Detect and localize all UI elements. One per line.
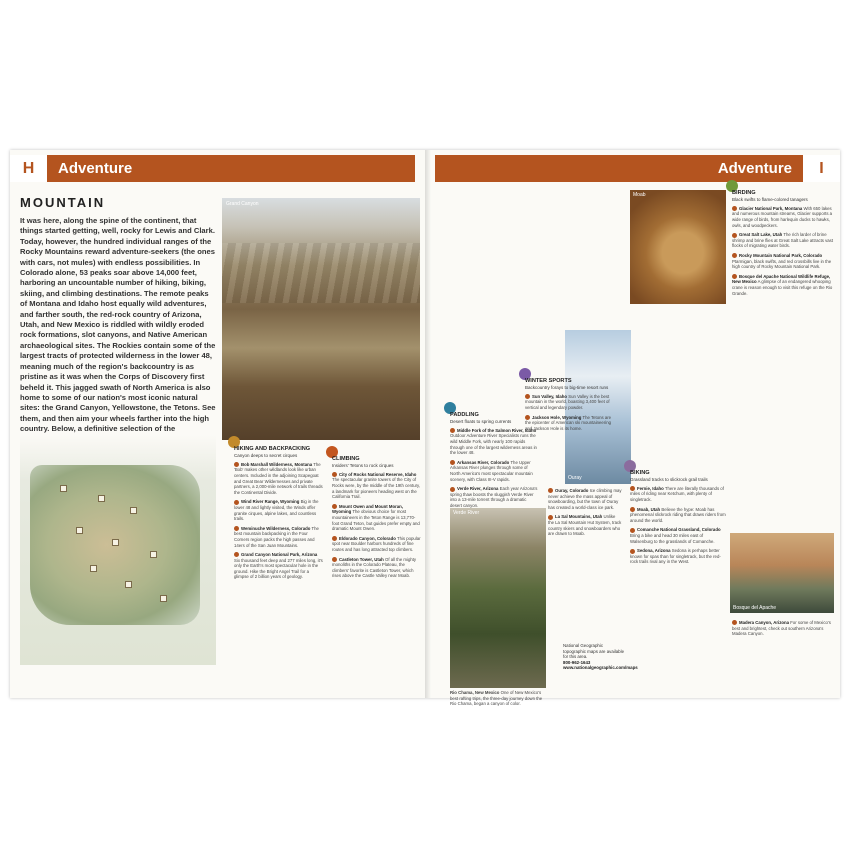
photo-caption: Moab [633,192,646,198]
list-item: Verde River, Arizona Each year Arizona's spring thaw boosts the sluggish Verde River into a 13-mile torrent through a dramatic desert canyon. [450,486,538,508]
map-marker [98,495,105,502]
paddling-subtitle: Desert floats to spring currents [450,419,512,424]
climbing-subtitle: Insiders' Tetons to rock cirques [332,463,394,468]
map-marker [125,581,132,588]
list-item: Sun Valley, Idaho Sun Valley is the best mountain in the world, boasting 3,400 feet of vertical and legendary powder. [525,393,610,410]
list-item: Ouray, Colorado Ice climbing may never achieve the mass appeal of snowboarding, but the town of Ouray has created a world-class ice park. [548,488,622,510]
region-map [20,435,216,665]
list-item: Mount Owen and Mount Moran, Wyoming The obvious choice for most mountaineers in the Teton Range is 13,770-foot Grand Teton, but guides prefer empty and dramatic Mount Owen. [332,503,420,532]
biking-title: BIKING [630,470,650,476]
list-item: City of Rocks National Reserve, Idaho The spectacular granite towers of the City of Rocks were, by the middle of the 19th century, a landmark for pioneers heading west on the California Trail. [332,471,421,500]
list-item: Grand Canyon National Park, Arizona Six thousand feet deep and 277 miles long, it's only the Earth's most spectacular hole in the ground. Hike the Bright Angel Trail for a glimpse of 2 billion years of geology. [234,552,323,580]
photo-caption: Bosque del Apache [733,605,777,611]
list-item: Glacier National Park, Montana With 650 lakes and numerous mountain streams, Glacier supports a wide range of birds, from harlequin ducks to hawks, owls, and woodpeckers. [732,205,833,228]
photo-caption: Grand Canyon [226,201,259,207]
right-header-title: Adventure [717,160,792,177]
map-marker [112,539,119,546]
photo-caption: Verde River [453,510,480,516]
list-item: Arkansas River, Colorado The Upper Arkansas River plunges through some of North America's most spectacular mountain scenery, with Class III-V rapids. [450,459,533,482]
map-marker [160,595,167,602]
climbing-column [332,456,422,583]
hiking-column [234,446,324,584]
verde-river-photo [450,508,546,688]
list-item: Bob Marshall Wilderness, Montana The 'Bob' makes other wildlands look like urban centers. Included in the adjoining Scapegoat and Great Bear Wildernesses and private partners, a 2,000-mile network of trails threads the Continental Divide. [234,461,323,495]
list-item: Wind River Range, Wyoming Big in the lower 48 and lightly visited, the Winds offer granite cirques, alpine lakes, and countless trails. [234,499,319,522]
left-page-header [10,155,415,182]
list-item: Madera Canyon, Arizona For some of Mexico's best and brightest, check out southern Arizona's Madera Canyon. [732,620,831,637]
bosque-photo [730,533,834,613]
page-gutter [425,150,431,698]
list-item: Weminuche Wilderness, Colorado The best mountain backpacking in the Four Corners region packs the high passes and 14ers of the San Juan Mountains. [234,525,319,548]
moab-photo [630,190,726,304]
list-item [450,690,546,707]
map-marker [60,485,67,492]
photo-caption: Ouray [568,475,582,481]
winter-sports-column [525,378,617,435]
map-marker [76,527,83,534]
winter-title: WINTER SPORTS [525,378,572,384]
maps-note-text: National Geographic topographic maps are available for this area. [563,643,625,660]
birding-column [732,190,836,300]
climbing-title: CLIMBING [332,456,360,462]
biking-column [630,470,726,569]
section-letter-left: H [10,155,50,182]
left-header-title: Adventure [58,160,133,177]
birding-column-continued [732,620,836,641]
biking-subtitle: Grassland tracks to slickrock grail trails [630,477,708,482]
list-item: Rocky Mountain National Park, Colorado Ptarmigan, black swifts, and red crossbills live in the high country of Rocky Mountain National Park. [732,252,832,270]
list-item: Comanche National Grassland, Colorado Bring a bike and head 30 miles east of Walsenburg to the grasslands of Comanche. [630,527,721,544]
birding-subtitle: Black swifts to flame-colored tanagers [732,197,808,202]
intro-paragraph: It was here, along the spine of the continent, that things started getting, well, rocky for Lewis and Clark. Today, however, the hundred individual ranges of the Rocky Mountains reward adventure-seekers (the ones with cars, not mules) with endless possibilities. In Colorado alone, 53 peaks soar above 14,000 feet, harboring an uncountable number of hiking, biking, skiing, and climbing destinations. The remote peaks of Montana and Idaho host equally wild adventures, and farther south, the red-rock country of Arizona, Utah, and New Mexico is riddled with wildly eroded rock formations, slot canyons, and Native American archaeological sites. The Rockies contain some of the largest tracts of protected wilderness in the lower 48, meaning much of the region's backcountry is as pristine as it was when the Corps of Discovery first beheld it. This jagged swath of North America is also home to some of our nation's most iconic natural sites: the Grand Canyon, Yellowstone, the Tetons. See them, and then aim your wheels farther into the high country. Below, a definitive selection of the [20,216,216,434]
entry-name: Rio Chama, New Mexico [450,690,500,695]
right-page-header [435,155,840,182]
birding-title: BIRDING [732,190,756,196]
magazine-spread [10,150,840,707]
list-item: La Sal Mountains, Utah Unlike the La Sal Mountain Hut System, track country skiers and snowboarders who are drawn to Moab. [548,514,622,537]
maps-note-phone: 800-962-1643 [563,659,591,665]
list-item: Jackson Hole, Wyoming The Tetons are the epicenter of American ski mountaineering and Jackson Hole is its home. [525,414,612,431]
list-item: Castleton Tower, Utah Of all the mighty monoliths in the Colorado Plateau, the climbers' favorite is Castleton Tower, which rises above the Castle Valley near Moab. [332,556,417,579]
list-item: Middle Fork of the Salmon River, Idaho Outdoor Adventure River Specialists runs the wild Middle Fork, with nearly 100 rapids through one of the largest wilderness areas in the lower 48. [450,427,537,456]
list-item: Sedona, Arizona Sedona is perhaps better known for spas than for singletrack, but the red-rock trails rival any in the West. [630,548,721,565]
grand-canyon-photo [222,198,420,440]
map-marker [130,507,137,514]
map-marker [90,565,97,572]
list-item: Moab, Utah Believe the hype: Moab has phenomenal slickrock riding that draws riders from around the world. [630,506,726,523]
maps-note-url[interactable]: www.nationalgeographic.com/maps [563,665,638,671]
list-item: Bosque del Apache National Wildlife Refuge, New Mexico A glimpse of an endangered whooping crane is reason enough to visit this refuge on the Rio Grande. [732,273,833,296]
list-item: Great Salt Lake, Utah The rich larder of brine shrimp and brine flies at Great Salt Lake attracts vast flocks of migrating water birds. [732,232,834,249]
hiking-title: HIKING AND BACKPACKING [234,446,311,452]
paddling-title: PADDLING [450,412,479,418]
section-letter-right: I [800,155,840,182]
maps-note [563,643,638,671]
winter-subtitle: Backcountry forays to big-time resort runs [525,385,609,390]
map-marker [150,551,157,558]
entry-text: One of New Mexico's best rafting trips, the three-day journey down the Rio Chama, began a canyon of color. [450,690,543,707]
list-item: Fernie, Idaho There are literally thousands of miles of riding near Ketchum, with plenty of singletrack. [630,485,724,502]
list-item: Eldorado Canyon, Colorado This popular spot near Boulder harbors hundreds of fine routes and has long attracted top climbers. [332,535,421,552]
winter-sports-column-continued [548,488,622,541]
section-title: MOUNTAIN [20,195,106,210]
hiking-subtitle: Canyon deeps to secret cirques [234,453,298,458]
